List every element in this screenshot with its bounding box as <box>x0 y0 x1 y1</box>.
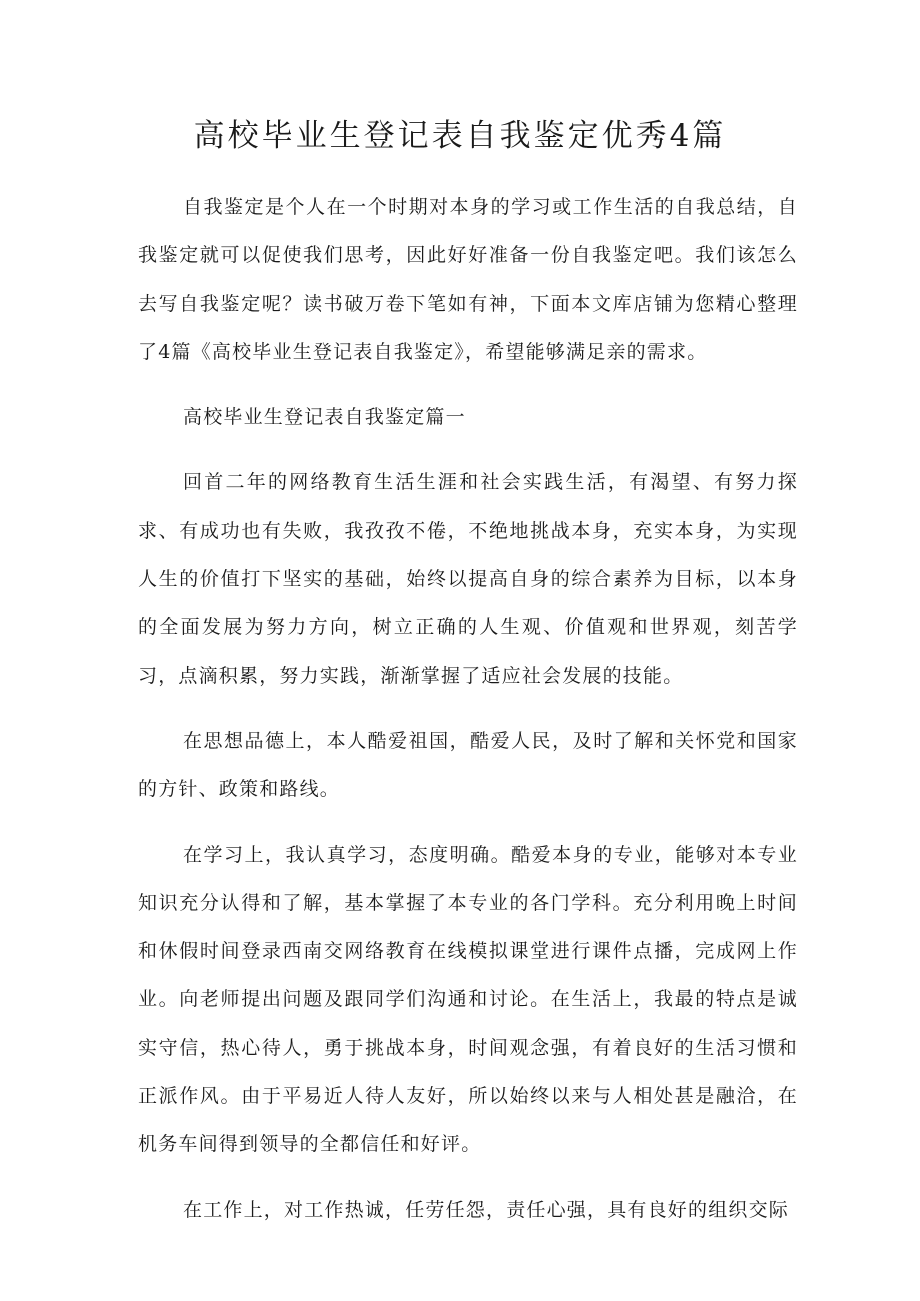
body-paragraph: 回首二年的网络教育生活生涯和社会实践生活，有渴望、有努力探求、有成功也有失败，我孜孜不倦，不绝地挑战本身，充实本身，为实现人生的价值打下坚实的基础，始终以提高自身的综合素养为目标，以本身的全面发展为努力方向，树立正确的人生观、价值观和世界观，刻苦学习，点滴积累，努力实践，渐渐掌握了适应社会发展的技能。 <box>138 471 798 687</box>
intro-paragraph: 自我鉴定是个人在一个时期对本身的学习或工作生活的自我总结，自我鉴定就可以促使我们思考，因此好好准备一份自我鉴定吧。我们该怎么去写自我鉴定呢？读书破万卷下笔如有神，下面本文库店铺为您精心整理了4篇《高校毕业生登记表自我鉴定》，希望能够满足亲的需求。 <box>138 196 798 363</box>
document-body <box>138 183 798 1251</box>
section-heading: 高校毕业生登记表自我鉴定篇一 <box>183 406 466 429</box>
body-paragraph: 在学习上，我认真学习，态度明确。酷爱本身的专业，能够对本专业知识充分认得和了解，基本掌握了本专业的各门学科。充分利用晚上时间和休假时间登录西南交网络教育在线模拟课堂进行课件点播，完成网上作业。向老师提出问题及跟同学们沟通和讨论。在生活上，我最的特点是诚实守信，热心待人，勇于挑战本身，时间观念强，有着良好的生活习惯和正派作风。由于平易近人待人友好，所以始终以来与人相处甚是融洽，在机务车间得到领导的全都信任和好评。 <box>138 843 798 1156</box>
body-paragraph: 在思想品德上，本人酷爱祖国，酷爱人民，及时了解和关怀党和国家的方针、政策和路线。 <box>138 729 798 801</box>
body-paragraph: 在工作上，对工作热诚，任劳任怨，责任心强，具有良好的组织交际 <box>183 1198 790 1221</box>
document-title: 高校毕业生登记表自我鉴定优秀4篇 <box>193 118 727 154</box>
